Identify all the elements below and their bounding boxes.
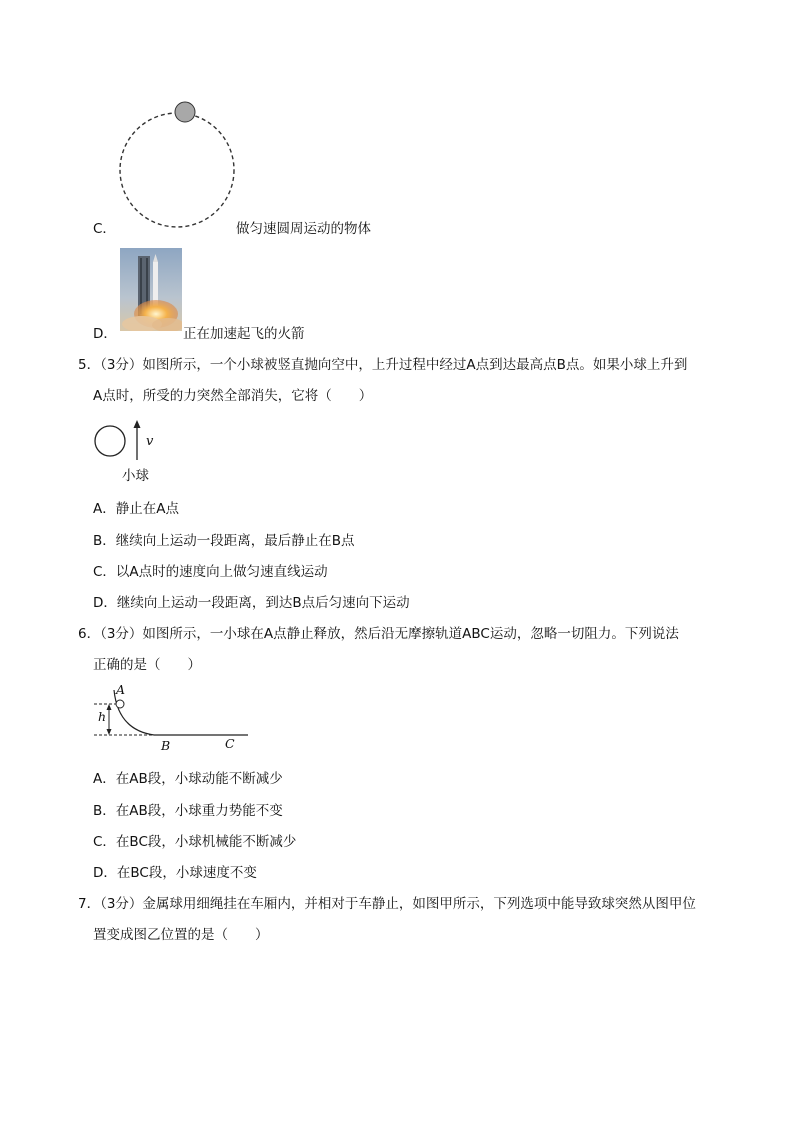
q6-option-a[interactable]: A．在AB段，小球动能不断减少 xyxy=(93,771,283,787)
ball-label: 小球 xyxy=(122,468,149,484)
q5-option-d[interactable]: D．继续向上运动一段距离，到达B点后匀速向下运动 xyxy=(93,595,410,611)
label-b: B xyxy=(161,738,171,753)
q7-stem-line1: 7．（3分）金属球用细绳挂在车厢内，并相对于车静止，如图甲所示，下列选项中能导致球突然从图甲位 xyxy=(78,896,696,912)
q5-stem-line1: 5．（3分）如图所示，一个小球被竖直抛向空中，上升过程中经过A点到达最高点B点。如果小球上升到 xyxy=(78,357,688,373)
q4-option-c-letter[interactable]: C． xyxy=(93,221,116,237)
label-h: h xyxy=(98,709,107,724)
q6-option-b[interactable]: B．在AB段，小球重力势能不变 xyxy=(93,803,283,819)
label-c: C xyxy=(225,736,235,751)
q7-stem-line2: 置变成图乙位置的是（ ） xyxy=(93,927,269,943)
q5-option-a[interactable]: A．静止在A点 xyxy=(93,501,179,517)
circular-motion-figure xyxy=(114,100,240,232)
q5-option-b[interactable]: B．继续向上运动一段距离，最后静止在B点 xyxy=(93,533,355,549)
q4-option-d-letter[interactable]: D． xyxy=(93,326,117,342)
orbiting-ball xyxy=(175,102,195,122)
velocity-label: v xyxy=(146,434,154,449)
label-a: A xyxy=(116,682,126,697)
q6-option-c[interactable]: C．在BC段，小球机械能不断减少 xyxy=(93,834,297,850)
rocket-body xyxy=(153,262,158,306)
q5-ball-figure xyxy=(92,418,172,484)
q4-option-c-text: 做匀速圆周运动的物体 xyxy=(236,221,371,237)
q6-stem-line2: 正确的是（ ） xyxy=(93,657,201,673)
ball-at-a xyxy=(116,700,124,708)
q5-stem-line2: A点时，所受的力突然全部消失，它将（ ） xyxy=(93,388,373,404)
q4-option-d-text: 正在加速起飞的火箭 xyxy=(183,326,305,342)
q6-option-d[interactable]: D．在BC段，小球速度不变 xyxy=(93,865,257,881)
circular-path xyxy=(120,113,234,227)
q5-option-c[interactable]: C．以A点时的速度向上做匀速直线运动 xyxy=(93,564,328,580)
q6-track-figure xyxy=(90,684,252,754)
rocket-launch-photo xyxy=(120,248,182,331)
ball xyxy=(95,426,125,456)
q6-stem-line1: 6．（3分）如图所示，一小球在A点静止释放，然后沿无摩擦轨道ABC运动，忽略一切阻力。下列说法 xyxy=(78,626,679,642)
